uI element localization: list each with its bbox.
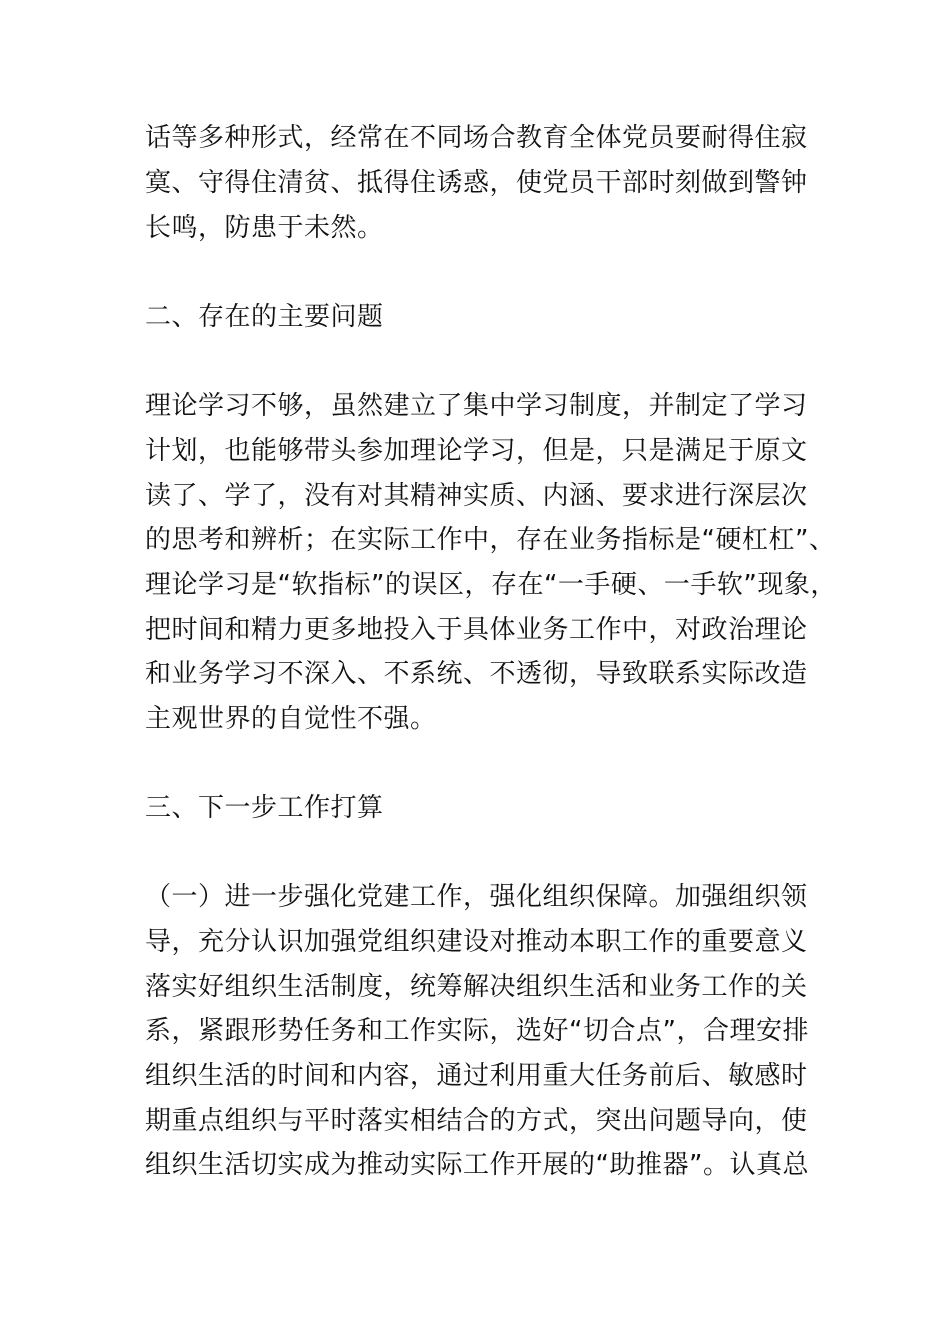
paragraph-2-line: 把时间和精力更多地投入于具体业务工作中，对政治理论 (145, 615, 808, 645)
paragraph-3-line: 系，紧跟形势任务和工作实际，选好“切合点”，合理安排 (145, 1016, 809, 1046)
paragraph-3-line: 期重点组织与平时落实相结合的方式，突出问题导向，使 (145, 1106, 808, 1136)
paragraph-2-line: 计划，也能够带头参加理论学习，但是，只是满足于原文 (145, 436, 808, 466)
section-heading-2: 二、存在的主要问题 (145, 302, 384, 332)
paragraph-3-line: （一）进一步强化党建工作，强化组织保障。加强组织领 (145, 882, 808, 912)
paragraph-3-line: 落实好组织生活制度，统筹解决组织生活和业务工作的关 (145, 972, 808, 1002)
paragraph-2-line: 理论学习是“软指标”的误区，存在“一手硬、一手软”现象， (145, 570, 837, 600)
paragraph-1-line: 话等多种形式，经常在不同场合教育全体党员要耐得住寂 (145, 123, 808, 153)
paragraph-3-line: 导，充分认识加强党组织建设对推动本职工作的重要意义 (145, 927, 808, 957)
paragraph-2-line: 的思考和辨析；在实际工作中，存在业务指标是“硬杠杠”、 (145, 525, 836, 555)
paragraph-1-line: 寞、守得住清贫、抵得住诱惑，使党员干部时刻做到警钟 (145, 168, 808, 198)
paragraph-2-line: 和业务学习不深入、不系统、不透彻，导致联系实际改造 (145, 659, 808, 689)
paragraph-1-line: 长鸣，防患于未然。 (145, 213, 384, 243)
section-heading-3: 三、下一步工作打算 (145, 793, 384, 823)
paragraph-2-line: 理论学习不够，虽然建立了集中学习制度，并制定了学习 (145, 391, 808, 421)
paragraph-3-line: 组织生活切实成为推动实际工作开展的“助推器”。认真总 (145, 1150, 809, 1180)
paragraph-3-line: 组织生活的时间和内容，通过利用重大任务前后、敏感时 (145, 1061, 808, 1091)
paragraph-2-line: 读了、学了，没有对其精神实质、内涵、要求进行深层次 (145, 481, 808, 511)
paragraph-2-line: 主观世界的自觉性不强。 (145, 704, 437, 734)
